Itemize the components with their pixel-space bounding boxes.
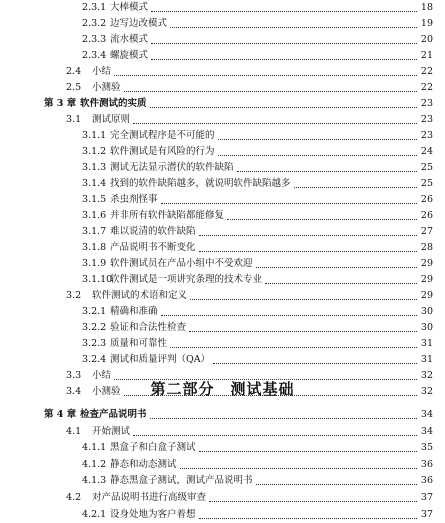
toc-entry-title: 小测验	[92, 82, 121, 93]
toc-entry[interactable]	[0, 96, 445, 112]
toc-entry-page: 23	[420, 130, 433, 141]
toc-entry-number: 4.1.3	[82, 475, 107, 487]
toc-dot-leader	[199, 451, 417, 452]
toc-entry[interactable]	[0, 490, 445, 506]
toc-entry[interactable]	[0, 352, 445, 368]
toc-dot-leader	[151, 43, 417, 44]
toc-entry-number: 2.3.4	[82, 50, 107, 61]
toc-dot-leader	[237, 171, 417, 172]
toc-entry-number: 第 3 章	[44, 98, 77, 109]
toc-entry-title: 检查产品说明书	[80, 409, 147, 420]
toc-dot-leader	[124, 91, 417, 92]
toc-entry-title: 静态黑盒子测试，测试产品说明书	[110, 475, 253, 487]
toc-entry[interactable]	[0, 336, 445, 352]
toc-entry-page: 37	[420, 492, 433, 503]
toc-entry-number: 3.1	[66, 114, 82, 125]
toc-dot-leader	[199, 251, 417, 252]
toc-entry-number: 3.1.9	[82, 258, 107, 269]
toc-entry-title: 小结	[92, 370, 112, 381]
toc-entry[interactable]	[0, 144, 445, 160]
toc-entry-number: 3.2.1	[82, 306, 107, 317]
toc-entry-page: 36	[420, 458, 433, 470]
toc-dot-leader	[114, 75, 417, 76]
toc-entry-title: 静态和动态测试	[110, 458, 177, 470]
toc-entry-number: 3.2.4	[82, 354, 107, 365]
toc-entry-number: 4.1.2	[82, 458, 107, 470]
toc-entry-page: 25	[420, 178, 433, 189]
toc-dot-leader	[213, 363, 417, 364]
toc-entry-title: 验证和合法性检查	[110, 322, 187, 333]
toc-entry-page: 25	[420, 162, 433, 173]
toc-entry-page: 30	[420, 306, 433, 317]
toc-entry[interactable]	[0, 304, 445, 320]
toc-entry-title: 边写边改模式	[110, 18, 168, 29]
toc-entry-title: 精确和准确	[110, 306, 158, 317]
toc-entry[interactable]	[0, 0, 445, 16]
toc-entry-page: 36	[420, 475, 433, 487]
toc-entry-page: 23	[420, 114, 433, 125]
toc-dot-leader	[294, 187, 417, 188]
toc-entry[interactable]	[0, 272, 445, 288]
toc-entry-title: 测试原则	[92, 114, 131, 125]
toc-entry-page: 32	[420, 370, 433, 381]
toc-entry-number: 2.3.3	[82, 34, 107, 45]
toc-entry-page: 29	[420, 274, 433, 285]
toc-entry-number: 2.3.2	[82, 18, 107, 29]
toc-dot-leader	[199, 518, 417, 519]
toc-entry[interactable]	[0, 64, 445, 80]
toc-dot-leader	[150, 418, 417, 419]
toc-entry-number: 3.3	[66, 370, 82, 381]
toc-entry[interactable]	[0, 320, 445, 336]
toc-entry[interactable]	[0, 128, 445, 144]
toc-entry-title: 开始测试	[92, 425, 131, 437]
toc-entry-number: 3.2.3	[82, 338, 107, 349]
toc-dot-leader	[133, 123, 417, 124]
toc-entry-title: 流水模式	[110, 34, 149, 45]
toc-dot-leader	[151, 11, 417, 12]
toc-entry-title: 完全测试程序是不可能的	[110, 130, 215, 141]
toc-entry-number: 3.1.8	[82, 242, 107, 253]
toc-entry-title: 对产品说明书进行高级审查	[92, 492, 207, 503]
toc-dot-leader	[170, 27, 417, 28]
toc-entry-title: 软件测试的实质	[80, 98, 147, 109]
toc-entry-title: 小测验	[92, 386, 121, 397]
toc-dot-leader	[227, 219, 417, 220]
toc-entry-title: 难以说清的软件缺陷	[110, 226, 196, 237]
toc-entry-page: 37	[420, 508, 433, 520]
toc-entry-number: 4.1	[66, 425, 82, 437]
toc-entry-page: 35	[420, 442, 433, 454]
toc-dot-leader	[180, 468, 417, 469]
toc-entry-page: 22	[420, 82, 433, 93]
toc-dot-leader	[161, 315, 417, 316]
toc-entry[interactable]	[0, 440, 445, 456]
toc-entry-title: 软件测试的术语和定义	[92, 290, 188, 301]
toc-entry-page: 19	[420, 18, 433, 29]
toc-entry-number: 3.1.10	[82, 274, 113, 285]
toc-entry-title: 并非所有软件缺陷都能修复	[110, 210, 225, 221]
toc-dot-leader	[218, 155, 417, 156]
toc-entry-title: 质量和可靠性	[110, 338, 168, 349]
toc-entry-number: 3.1.1	[82, 130, 107, 141]
toc-entry[interactable]	[0, 16, 445, 32]
toc-entry-title: 黑盒子和白盒子测试	[110, 442, 196, 454]
toc-entry[interactable]	[0, 32, 445, 48]
toc-entry-title: 找到的软件缺陷越多，就说明软件缺陷越多	[110, 178, 291, 189]
toc-entry-title: 软件测试员在产品小组中不受欢迎	[110, 258, 253, 269]
toc-entry[interactable]	[0, 288, 445, 304]
toc-dot-leader	[151, 59, 417, 60]
toc-entry-number: 4.2.1	[82, 508, 107, 520]
toc-dot-leader	[209, 501, 417, 502]
toc-entry-title: 设身处地为客户着想	[110, 508, 196, 520]
toc-entry[interactable]	[0, 256, 445, 272]
toc-entry-page: 18	[420, 2, 433, 13]
toc-dot-leader	[265, 283, 417, 284]
toc-entry-title: 测试和质量评判（QA）	[110, 354, 211, 365]
toc-dot-leader	[190, 299, 417, 300]
toc-entry-title: 螺旋模式	[110, 50, 149, 61]
toc-entry-number: 2.3.1	[82, 2, 107, 13]
toc-entry-page: 29	[420, 290, 433, 301]
toc-entry[interactable]	[0, 48, 445, 64]
toc-dot-leader	[161, 203, 417, 204]
toc-dot-leader	[150, 107, 417, 108]
toc-entry-page: 26	[420, 194, 433, 205]
toc-entry-number: 3.1.6	[82, 210, 107, 221]
toc-entry-number: 3.1.7	[82, 226, 107, 237]
toc-entry-page: 31	[420, 338, 433, 349]
toc-entry[interactable]	[0, 224, 445, 240]
toc-entry-page: 34	[420, 425, 433, 437]
toc-entry[interactable]	[0, 80, 445, 96]
toc-entry[interactable]	[0, 507, 445, 523]
toc-entry-number: 3.1.3	[82, 162, 107, 173]
toc-dot-leader	[170, 347, 417, 348]
toc-entry-number: 3.2	[66, 290, 82, 301]
toc-entry-number: 2.5	[66, 82, 82, 93]
toc-entry-page: 28	[420, 242, 433, 253]
toc-entry-page: 21	[420, 50, 433, 61]
toc-entry-title: 小结	[92, 66, 112, 77]
toc-entry-title: 产品说明书不断变化	[110, 242, 196, 253]
toc-entry-page: 23	[420, 98, 433, 109]
toc-entry-page: 34	[420, 409, 433, 420]
toc-entry-page: 22	[420, 66, 433, 77]
toc-entry[interactable]	[0, 473, 445, 489]
toc-entry-title: 杀虫剂怪事	[110, 194, 158, 205]
toc-entry[interactable]	[0, 192, 445, 208]
toc-dot-leader	[199, 235, 417, 236]
toc-entry-title: 大棒模式	[110, 2, 149, 13]
toc-entry-title: 测试无法显示潜伏的软件缺陷	[110, 162, 234, 173]
toc-entry-page: 27	[420, 226, 433, 237]
toc-entry-title: 软件测试是一项讲究条理的技术专业	[110, 274, 263, 285]
toc-entry-number: 第 4 章	[44, 409, 77, 420]
toc-entry-number: 3.4	[66, 386, 82, 397]
toc-entry[interactable]	[0, 176, 445, 192]
toc-entry-page: 29	[420, 258, 433, 269]
toc-entry-number: 4.1.1	[82, 442, 107, 454]
toc-entry[interactable]	[0, 407, 445, 423]
part-title: 第二部分 测试基础	[150, 380, 295, 398]
toc-dot-leader	[256, 484, 417, 485]
toc-entry[interactable]	[0, 240, 445, 256]
toc-entry-page: 24	[420, 146, 433, 157]
toc-entry-page: 20	[420, 34, 433, 45]
toc-entry-number: 3.2.2	[82, 322, 107, 333]
toc-entry[interactable]	[0, 160, 445, 176]
toc-dot-leader	[256, 267, 417, 268]
toc-entry[interactable]	[0, 457, 445, 473]
toc-entry-number: 2.4	[66, 66, 82, 77]
toc-entry-page: 30	[420, 322, 433, 333]
toc-entry-title: 软件测试是有风险的行为	[110, 146, 215, 157]
toc-entry-page: 32	[420, 386, 433, 397]
toc-dot-leader	[133, 435, 417, 436]
toc-entry-page: 26	[420, 210, 433, 221]
toc-entry-number: 3.1.4	[82, 178, 107, 189]
toc-entry-number: 3.1.5	[82, 194, 107, 205]
toc-dot-leader	[189, 331, 417, 332]
toc-entry-number: 4.2	[66, 492, 82, 503]
toc-entry-page: 31	[420, 354, 433, 365]
toc-entry[interactable]	[0, 208, 445, 224]
toc-entry-number: 3.1.2	[82, 146, 107, 157]
toc-entry[interactable]	[0, 424, 445, 440]
toc-entry[interactable]	[0, 112, 445, 128]
toc-dot-leader	[218, 139, 417, 140]
